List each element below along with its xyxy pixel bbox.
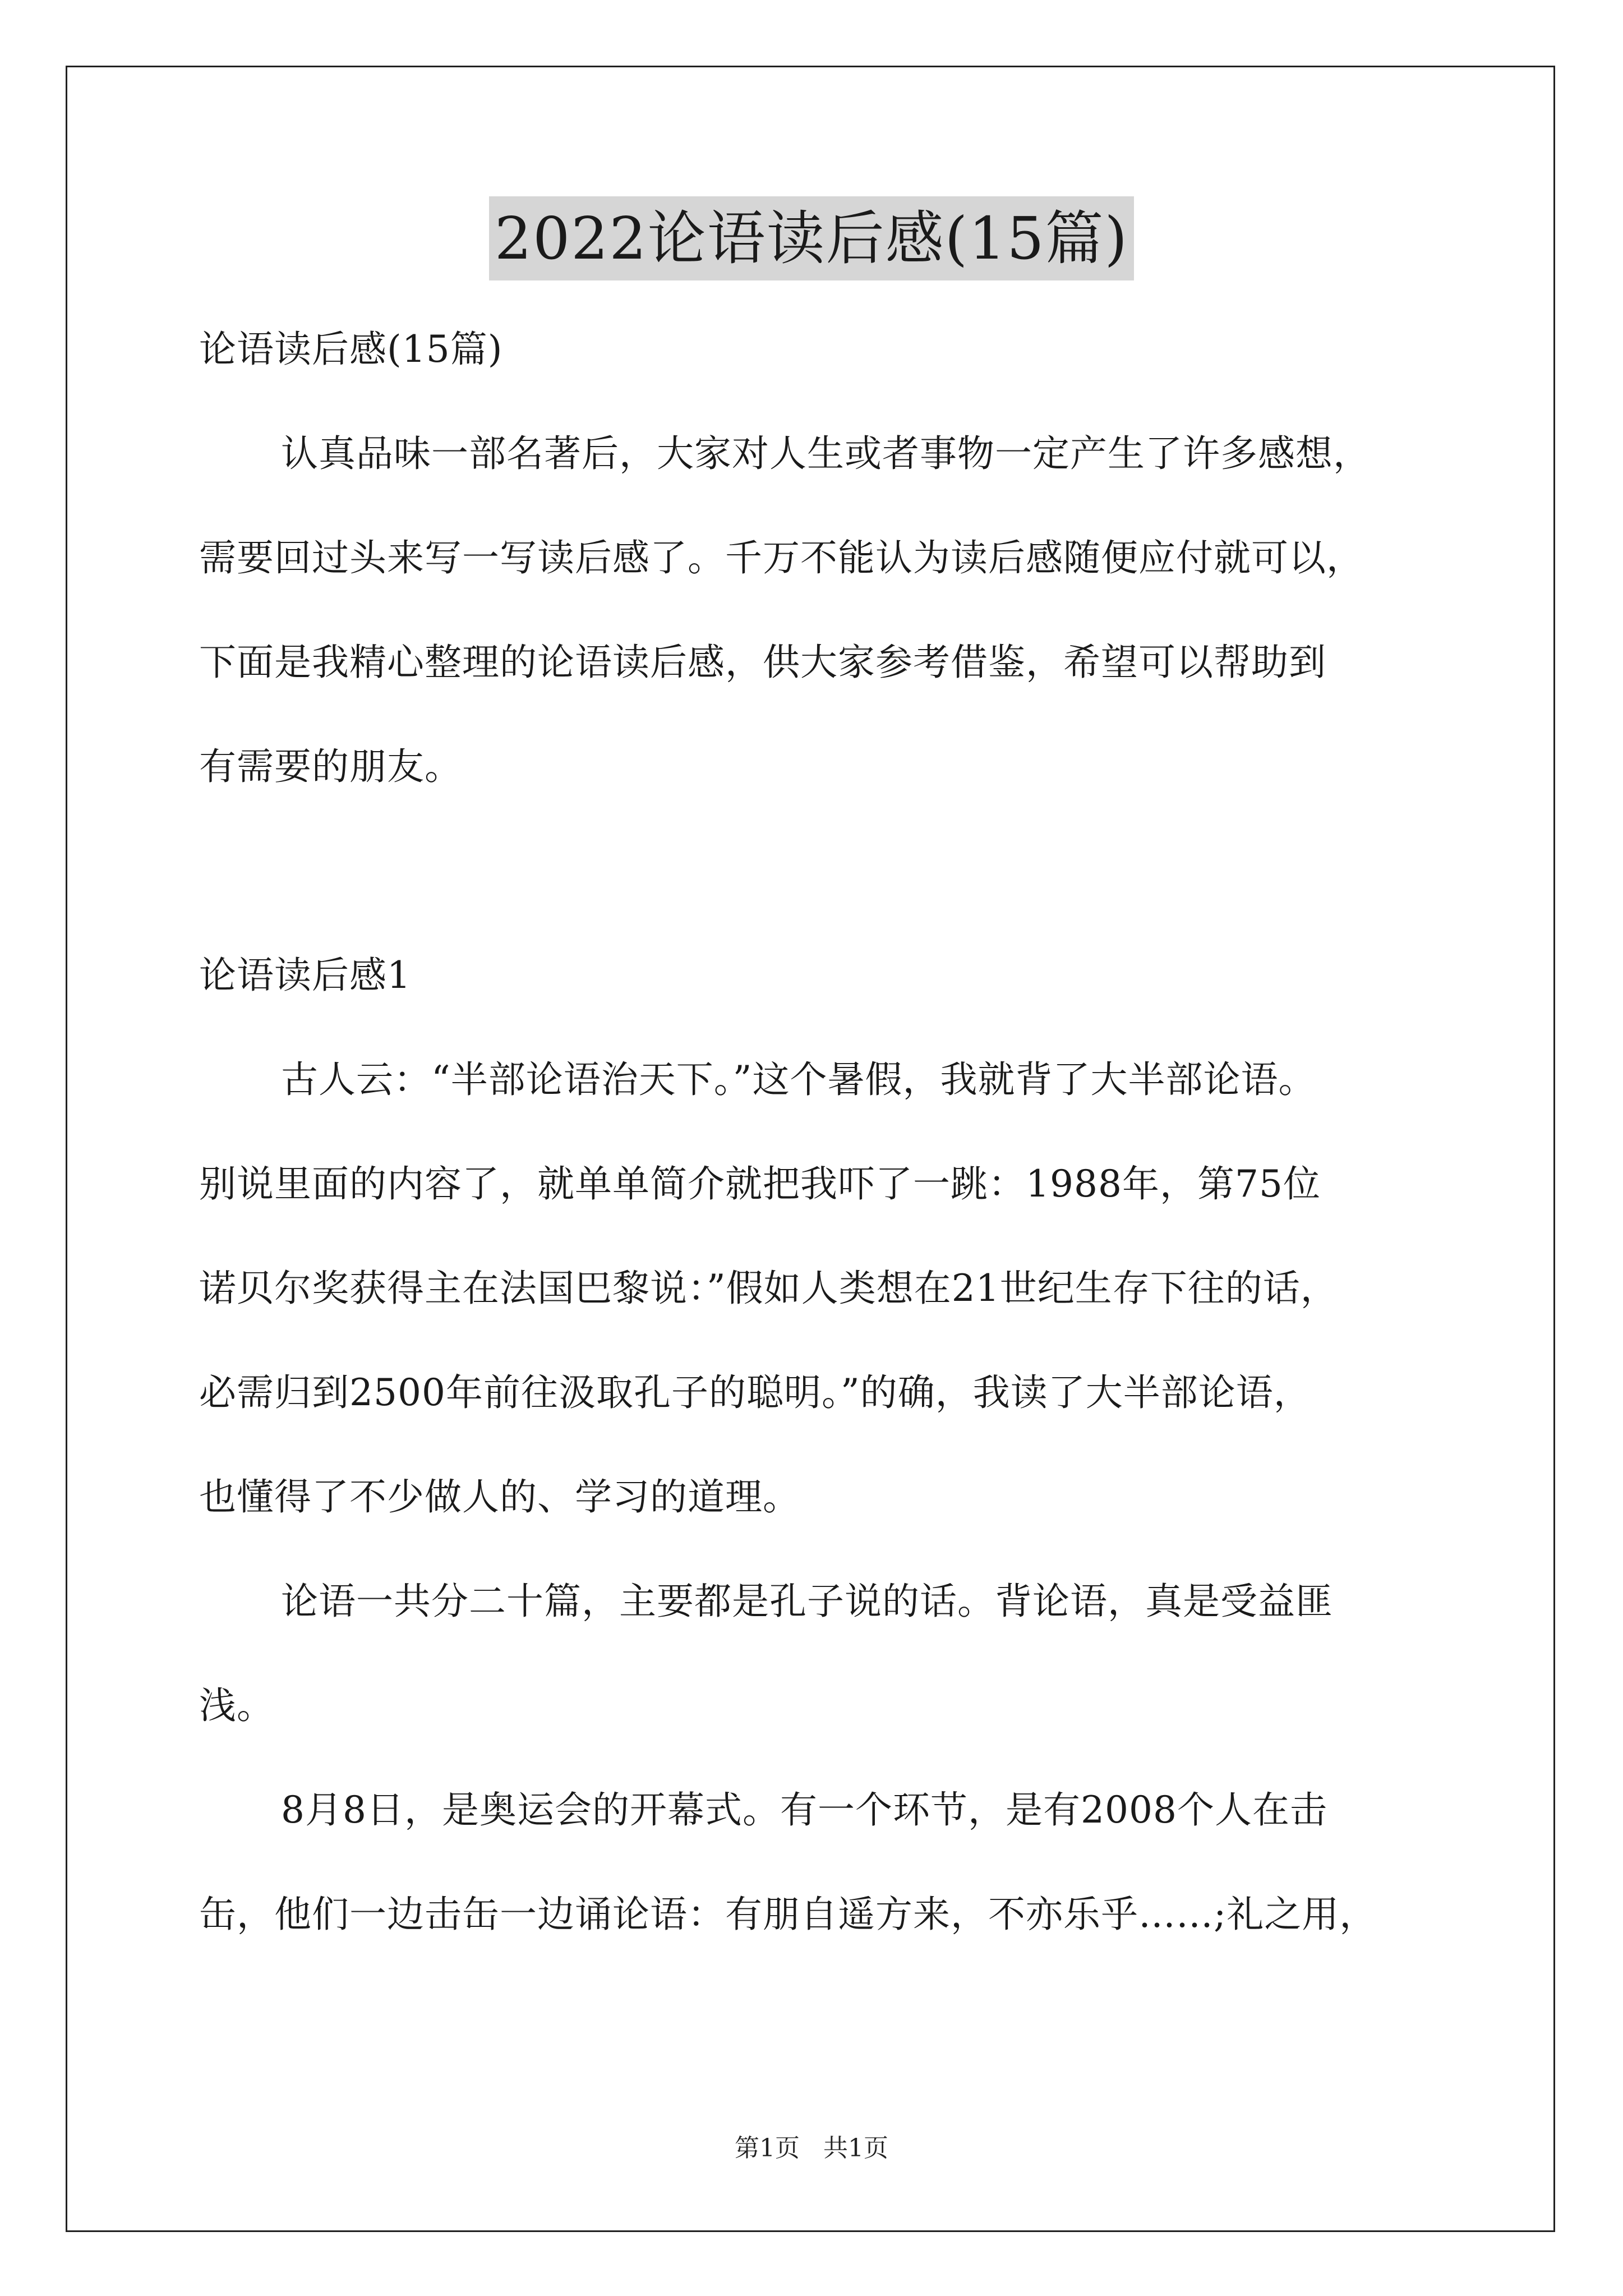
document-title: 2022论语读后感(15篇) <box>489 196 1134 280</box>
section-spacer <box>199 819 1433 923</box>
subtitle-line: 论语读后感(15篇) <box>199 328 503 371</box>
section-heading: 论语读后感1 <box>199 954 411 997</box>
intro-paragraph-line: 认真品味一部名著后，大家对人生或者事物一定产生了许多感想， <box>281 432 1371 475</box>
page-total: 共1页 <box>823 2134 888 2162</box>
title-container <box>0 196 1623 280</box>
paragraph-line: 诺贝尔奖获得主在法国巴黎说：”假如人类想在21世纪生存下往的话， <box>199 1267 1338 1310</box>
paragraph-line: 8月8日，是奥运会的开幕式。有一个环节，是有2008个人在击 <box>281 1788 1327 1832</box>
document-body <box>199 297 1433 1967</box>
intro-paragraph-line: 下面是我精心整理的论语读后感，供大家参考借鉴，希望可以帮助到 <box>199 641 1326 684</box>
intro-paragraph-line: 有需要的朋友。 <box>199 745 462 788</box>
paragraph-line: 论语一共分二十篇，主要都是孔子说的话。背论语，真是受益匪 <box>281 1580 1333 1623</box>
paragraph-line: 别说里面的内容了，就单单简介就把我吓了一跳：1988年，第75位 <box>199 1162 1321 1205</box>
paragraph-line: 浅。 <box>199 1684 274 1727</box>
page-footer <box>0 2132 1623 2165</box>
paragraph-line: 缶，他们一边击缶一边诵论语：有朋自遥方来，不亦乐乎……;礼之用， <box>199 1893 1377 1936</box>
paragraph-line: 古人云：“半部论语治天下。”这个暑假，我就背了大半部论语。 <box>281 1058 1316 1101</box>
intro-paragraph-line: 需要回过头来写一写读后感了。千万不能认为读后感随便应付就可以， <box>199 536 1364 579</box>
page-number: 第1页 <box>735 2134 800 2162</box>
paragraph-line: 必需归到2500年前往汲取孔子的聪明。”的确，我读了大半部论语， <box>199 1371 1311 1414</box>
paragraph-line: 也懂得了不少做人的、学习的道理。 <box>199 1475 800 1519</box>
